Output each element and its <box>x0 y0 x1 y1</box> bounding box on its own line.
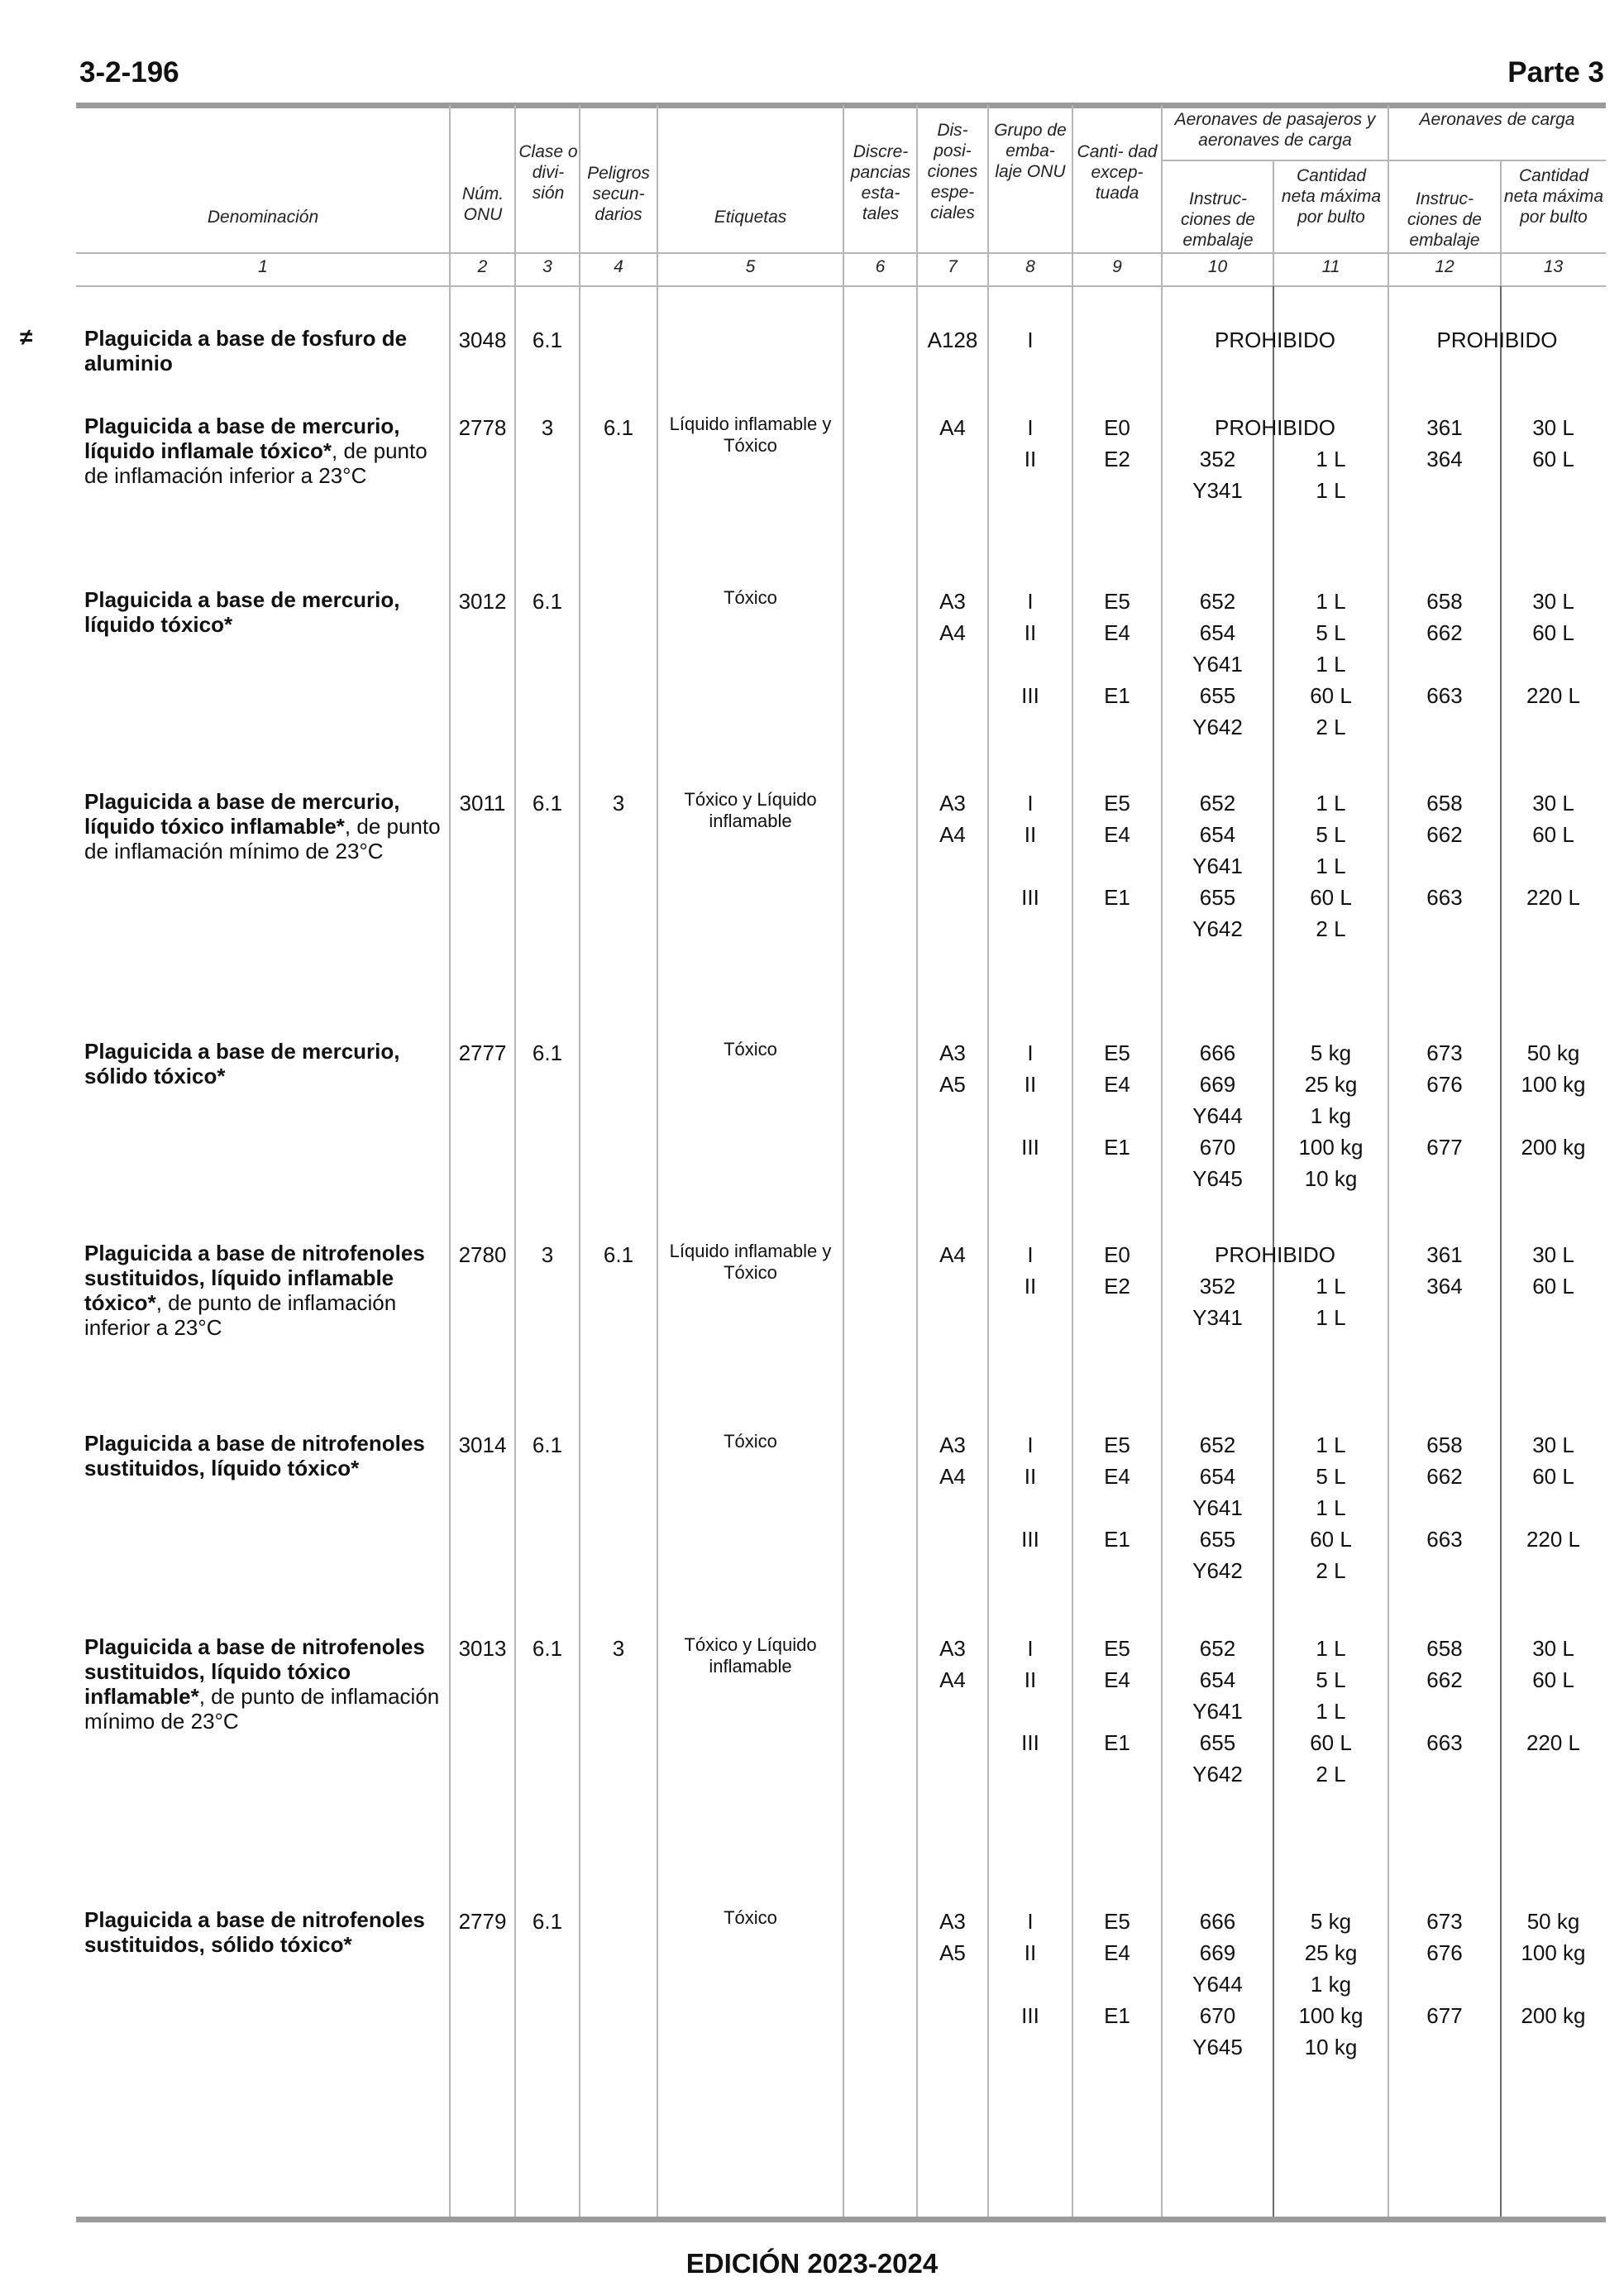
passenger-packing-instruction: 652 <box>1199 589 1236 614</box>
passenger-max-net-quantity: 1 L <box>1316 1274 1346 1299</box>
passenger-packing-instruction: Y641 <box>1192 1699 1243 1724</box>
header-clase: Clase o divi- sión <box>518 142 578 203</box>
header-peligros: Peligros secun- darios <box>587 164 650 224</box>
col-number: 13 <box>1543 257 1564 276</box>
passenger-packing-instruction: 670 <box>1199 1135 1236 1160</box>
col-number: 1 <box>258 257 268 276</box>
packing-group: II <box>1024 1072 1037 1097</box>
col-number: 9 <box>1112 257 1122 276</box>
substance-name-bold: Plaguicida a base de mercurio, líquido inflamale tóxico* <box>84 414 400 463</box>
special-provision: A128 <box>927 328 978 352</box>
cargo-max-net-quantity: 30 L <box>1532 589 1574 614</box>
header-cantidad-neta-pasajeros: Cantidad neta máxima por bulto <box>1281 166 1382 227</box>
col-number: 8 <box>1025 257 1035 276</box>
cargo-packing-instruction: 673 <box>1426 1040 1463 1065</box>
cargo-packing-instruction: 677 <box>1426 2003 1463 2028</box>
passenger-max-net-quantity: 10 kg <box>1304 2035 1358 2059</box>
passenger-max-net-quantity: 1 L <box>1316 791 1346 816</box>
cargo-packing-instruction: 676 <box>1426 1072 1463 1097</box>
passenger-packing-instruction: Y645 <box>1192 1166 1243 1191</box>
passenger-packing-instruction: 654 <box>1199 822 1236 847</box>
excepted-quantity: E5 <box>1104 1636 1130 1661</box>
col-number: 4 <box>614 257 623 276</box>
cargo-packing-instruction: 658 <box>1426 589 1463 614</box>
cargo-max-net-quantity: 50 kg <box>1526 1909 1580 1934</box>
un-number: 3012 <box>458 589 507 614</box>
passenger-max-net-quantity: 60 L <box>1310 1730 1352 1755</box>
cargo-max-net-quantity: 60 L <box>1532 1274 1574 1299</box>
passenger-max-net-quantity: 100 kg <box>1298 1135 1364 1160</box>
class-division: 6.1 <box>532 1040 563 1065</box>
cargo-max-net-quantity: 30 L <box>1532 1242 1574 1267</box>
hazard-labels: Tóxico y Líquido inflamable <box>684 1634 817 1677</box>
excepted-quantity: E5 <box>1104 791 1130 816</box>
special-provision: A5 <box>939 1940 966 1965</box>
header-discrepancias: Discre- pancias esta- tales <box>850 142 911 223</box>
un-number: 2779 <box>458 1909 507 1934</box>
substance-name <box>84 789 448 863</box>
cargo-packing-instruction: 663 <box>1426 683 1463 708</box>
excepted-quantity: E4 <box>1104 1667 1130 1692</box>
cargo-packing-instruction: 662 <box>1426 1667 1463 1692</box>
passenger-packing-instruction: Y644 <box>1192 1103 1243 1128</box>
cargo-max-net-quantity: 60 L <box>1532 822 1574 847</box>
passenger-max-net-quantity: 5 L <box>1316 1667 1346 1692</box>
packing-group: I <box>1027 1909 1034 1934</box>
subsidiary-hazard: 3 <box>612 1636 625 1661</box>
un-number: 3011 <box>459 791 506 816</box>
class-division: 3 <box>541 415 554 440</box>
cargo-max-net-quantity: 30 L <box>1532 791 1574 816</box>
class-division: 6.1 <box>532 1636 563 1661</box>
col-number: 11 <box>1321 257 1340 276</box>
excepted-quantity: E5 <box>1104 1909 1130 1934</box>
excepted-quantity: E4 <box>1104 1940 1130 1965</box>
header-disposiciones: Dis- posi- ciones espe- ciales <box>927 121 978 222</box>
passenger-packing-instruction: 652 <box>1199 1433 1236 1457</box>
hazard-labels: Tóxico <box>724 1431 777 1452</box>
passenger-max-net-quantity: 5 L <box>1316 620 1346 645</box>
cargo-packing-instruction: 677 <box>1426 1135 1463 1160</box>
passenger-packing-instruction: 670 <box>1199 2003 1236 2028</box>
substance-name-bold: Plaguicida a base de nitrofenoles sustituidos, líquido tóxico inflamable* <box>84 1634 425 1709</box>
passenger-packing-instruction: 652 <box>1199 1636 1236 1661</box>
substance-name-bold: Plaguicida a base de fosfuro de aluminio <box>84 326 408 375</box>
cargo-packing-instruction: 658 <box>1426 1433 1463 1457</box>
excepted-quantity: E4 <box>1104 822 1130 847</box>
packing-group: III <box>1021 2003 1039 2028</box>
excepted-quantity: E4 <box>1104 1464 1130 1489</box>
header-instrucciones-carga: Instruc- ciones de embalaje <box>1407 189 1482 250</box>
packing-group: II <box>1024 620 1037 645</box>
passenger-max-net-quantity: 60 L <box>1310 683 1352 708</box>
passenger-packing-instruction: 666 <box>1199 1909 1236 1934</box>
hazard-labels: Líquido inflamable y Tóxico <box>669 414 832 456</box>
cargo-max-net-quantity: 100 kg <box>1521 1072 1586 1097</box>
substance-name <box>84 1634 448 1734</box>
substance-name-rest: , de punto de inflamación mínimo de 23°C <box>84 814 441 863</box>
passenger-forbidden: PROHIBIDO <box>1215 415 1335 440</box>
col-number: 6 <box>875 257 886 276</box>
special-provision: A3 <box>939 791 966 816</box>
passenger-packing-instruction: Y641 <box>1192 652 1243 677</box>
excepted-quantity: E1 <box>1104 1730 1130 1755</box>
substance-name <box>84 587 448 637</box>
packing-group: II <box>1024 1667 1037 1692</box>
cargo-max-net-quantity: 200 kg <box>1521 2003 1586 2028</box>
hazard-labels: Tóxico <box>724 1907 777 1928</box>
passenger-packing-instruction: 669 <box>1199 1072 1236 1097</box>
col-number: 2 <box>477 257 488 276</box>
header-grupo: Grupo de emba- laje ONU <box>994 121 1067 181</box>
passenger-max-net-quantity: 1 L <box>1316 1495 1346 1520</box>
packing-group: I <box>1027 1636 1034 1661</box>
special-provision: A3 <box>939 1636 966 1661</box>
un-number: 2780 <box>458 1242 507 1267</box>
excepted-quantity: E5 <box>1104 1433 1130 1457</box>
cargo-max-net-quantity: 50 kg <box>1526 1040 1580 1065</box>
cargo-max-net-quantity: 220 L <box>1526 885 1581 910</box>
packing-group: II <box>1024 1274 1037 1299</box>
header-denominacion: Denominación <box>207 208 319 227</box>
special-provision: A4 <box>939 1242 966 1267</box>
passenger-max-net-quantity: 1 L <box>1316 1305 1346 1330</box>
passenger-packing-instruction: 352 <box>1199 1274 1236 1299</box>
packing-group: I <box>1027 328 1034 352</box>
un-number: 3048 <box>458 328 507 352</box>
passenger-max-net-quantity: 2 L <box>1316 1762 1346 1787</box>
packing-group: II <box>1024 1464 1037 1489</box>
passenger-packing-instruction: 655 <box>1199 885 1236 910</box>
cargo-packing-instruction: 663 <box>1426 885 1463 910</box>
special-provision: A4 <box>939 1667 966 1692</box>
cargo-max-net-quantity: 220 L <box>1526 1730 1581 1755</box>
header-carga: Aeronaves de carga <box>1419 110 1575 129</box>
packing-group: II <box>1024 822 1037 847</box>
passenger-max-net-quantity: 25 kg <box>1304 1072 1358 1097</box>
un-number: 2777 <box>458 1040 507 1065</box>
bottom-rule <box>76 2217 1606 2222</box>
change-mark: ≠ <box>20 324 33 350</box>
passenger-max-net-quantity: 1 L <box>1316 478 1346 503</box>
passenger-max-net-quantity: 1 L <box>1316 589 1346 614</box>
packing-group: I <box>1027 791 1034 816</box>
header-cantidad: Canti- dad excep- tuada <box>1077 142 1158 203</box>
cargo-packing-instruction: 673 <box>1426 1909 1463 1934</box>
passenger-max-net-quantity: 25 kg <box>1304 1940 1358 1965</box>
packing-group: I <box>1027 1040 1034 1065</box>
passenger-packing-instruction: Y642 <box>1192 715 1243 739</box>
passenger-packing-instruction: 655 <box>1199 1730 1236 1755</box>
passenger-packing-instruction: 652 <box>1199 791 1236 816</box>
substance-name-rest: , de punto de inflamación mínimo de 23°C <box>84 1684 440 1734</box>
passenger-packing-instruction: 654 <box>1199 1667 1236 1692</box>
passenger-packing-instruction: Y641 <box>1192 1495 1243 1520</box>
col-number: 10 <box>1207 257 1228 276</box>
passenger-packing-instruction: Y341 <box>1192 1305 1243 1330</box>
header-etiquetas: Etiquetas <box>714 208 787 227</box>
cargo-max-net-quantity: 60 L <box>1532 1667 1574 1692</box>
subsidiary-hazard: 6.1 <box>603 1242 634 1267</box>
special-provision: A3 <box>939 589 966 614</box>
packing-group: III <box>1021 683 1039 708</box>
substance-name-bold: Plaguicida a base de mercurio, sólido tóxico* <box>84 1039 400 1088</box>
cargo-forbidden: PROHIBIDO <box>1436 328 1558 352</box>
cargo-packing-instruction: 662 <box>1426 822 1463 847</box>
excepted-quantity: E0 <box>1104 1242 1130 1267</box>
special-provision: A3 <box>939 1909 966 1934</box>
cargo-packing-instruction: 658 <box>1426 791 1463 816</box>
substance-name-bold: Plaguicida a base de nitrofenoles sustituidos, líquido inflamable tóxico* <box>84 1241 425 1315</box>
cargo-packing-instruction: 361 <box>1426 415 1463 440</box>
header-pasajeros: Aeronaves de pasajeros y aeronaves de carga <box>1174 110 1376 150</box>
excepted-quantity: E5 <box>1104 1040 1130 1065</box>
col-number: 12 <box>1435 257 1454 276</box>
passenger-max-net-quantity: 5 kg <box>1310 1040 1352 1065</box>
header-num-onu: Núm. ONU <box>461 184 504 224</box>
passenger-max-net-quantity: 5 kg <box>1310 1909 1352 1934</box>
passenger-packing-instruction: Y644 <box>1192 1972 1243 1997</box>
excepted-quantity: E0 <box>1104 415 1130 440</box>
passenger-packing-instruction: Y341 <box>1192 478 1243 503</box>
cargo-max-net-quantity: 220 L <box>1526 683 1581 708</box>
excepted-quantity: E1 <box>1104 1527 1130 1552</box>
substance-name <box>84 326 448 375</box>
col-number: 5 <box>745 257 756 276</box>
passenger-max-net-quantity: 1 kg <box>1310 1103 1352 1128</box>
passenger-max-net-quantity: 1 L <box>1316 1636 1346 1661</box>
passenger-max-net-quantity: 1 L <box>1316 447 1346 471</box>
substance-name <box>84 1039 448 1088</box>
excepted-quantity: E1 <box>1104 2003 1130 2028</box>
passenger-packing-instruction: 666 <box>1199 1040 1236 1065</box>
substance-name-bold: Plaguicida a base de mercurio, líquido tóxico* <box>84 587 400 637</box>
substance-name <box>84 414 448 488</box>
excepted-quantity: E1 <box>1104 885 1130 910</box>
cargo-packing-instruction: 361 <box>1426 1242 1463 1267</box>
cargo-packing-instruction: 676 <box>1426 1940 1463 1965</box>
special-provision: A4 <box>939 415 966 440</box>
cargo-packing-instruction: 663 <box>1426 1527 1463 1552</box>
cargo-max-net-quantity: 60 L <box>1532 1464 1574 1489</box>
un-number: 3013 <box>458 1636 507 1661</box>
cargo-max-net-quantity: 60 L <box>1532 447 1574 471</box>
special-provision: A4 <box>939 822 966 847</box>
subsidiary-hazard: 3 <box>612 791 625 816</box>
cargo-max-net-quantity: 220 L <box>1526 1527 1581 1552</box>
cargo-packing-instruction: 662 <box>1426 1464 1463 1489</box>
packing-group: II <box>1024 447 1037 471</box>
class-division: 6.1 <box>532 328 563 352</box>
packing-group: III <box>1021 1730 1039 1755</box>
passenger-packing-instruction: Y642 <box>1192 1762 1243 1787</box>
packing-group: I <box>1027 589 1034 614</box>
col-number: 3 <box>542 257 552 276</box>
hazard-labels: Líquido inflamable y Tóxico <box>669 1241 832 1283</box>
passenger-max-net-quantity: 2 L <box>1316 916 1346 941</box>
passenger-packing-instruction: 352 <box>1199 447 1236 471</box>
footer-edition: EDICIÓN 2023-2024 <box>685 2248 939 2279</box>
passenger-max-net-quantity: 1 L <box>1316 1699 1346 1724</box>
passenger-packing-instruction: Y642 <box>1192 1558 1243 1583</box>
substance-name <box>84 1241 448 1340</box>
hazard-labels: Tóxico y Líquido inflamable <box>684 789 817 831</box>
passenger-max-net-quantity: 5 L <box>1316 822 1346 847</box>
class-division: 6.1 <box>532 1909 563 1934</box>
cargo-max-net-quantity: 100 kg <box>1521 1940 1586 1965</box>
class-division: 6.1 <box>532 791 563 816</box>
passenger-packing-instruction: Y641 <box>1192 854 1243 878</box>
packing-group: I <box>1027 415 1034 440</box>
packing-group: I <box>1027 1242 1034 1267</box>
packing-group: III <box>1021 1135 1039 1160</box>
hazard-labels: Tóxico <box>724 1039 777 1060</box>
header-instrucciones-pasajeros: Instruc- ciones de embalaje <box>1181 189 1255 250</box>
cargo-max-net-quantity: 30 L <box>1532 1433 1574 1457</box>
cargo-packing-instruction: 364 <box>1426 447 1463 471</box>
class-division: 6.1 <box>532 589 563 614</box>
packing-group: II <box>1024 1940 1037 1965</box>
passenger-packing-instruction: Y642 <box>1192 916 1243 941</box>
col-number: 7 <box>948 257 958 276</box>
excepted-quantity: E1 <box>1104 1135 1130 1160</box>
excepted-quantity: E4 <box>1104 1072 1130 1097</box>
cargo-packing-instruction: 658 <box>1426 1636 1463 1661</box>
excepted-quantity: E1 <box>1104 683 1130 708</box>
passenger-forbidden: PROHIBIDO <box>1215 1242 1335 1267</box>
passenger-max-net-quantity: 1 L <box>1316 652 1346 677</box>
packing-group: III <box>1021 885 1039 910</box>
special-provision: A4 <box>939 620 966 645</box>
substance-name-rest: , de punto de inflamación inferior a 23°C <box>84 1290 397 1340</box>
passenger-forbidden: PROHIBIDO <box>1215 328 1335 352</box>
passenger-max-net-quantity: 60 L <box>1310 885 1352 910</box>
passenger-max-net-quantity: 100 kg <box>1298 2003 1364 2028</box>
un-number: 2778 <box>458 415 507 440</box>
packing-group: I <box>1027 1433 1034 1457</box>
class-division: 3 <box>541 1242 554 1267</box>
class-division: 6.1 <box>532 1433 563 1457</box>
passenger-max-net-quantity: 60 L <box>1310 1527 1352 1552</box>
passenger-packing-instruction: 654 <box>1199 620 1236 645</box>
passenger-packing-instruction: Y645 <box>1192 2035 1243 2059</box>
subsidiary-hazard: 6.1 <box>603 415 634 440</box>
header-cantidad-neta-carga: Cantidad neta máxima por bulto <box>1503 166 1604 227</box>
packing-group: III <box>1021 1527 1039 1552</box>
passenger-max-net-quantity: 10 kg <box>1304 1166 1358 1191</box>
passenger-max-net-quantity: 1 L <box>1316 854 1346 878</box>
cargo-packing-instruction: 663 <box>1426 1730 1463 1755</box>
passenger-max-net-quantity: 5 L <box>1316 1464 1346 1489</box>
passenger-max-net-quantity: 2 L <box>1316 1558 1346 1583</box>
excepted-quantity: E4 <box>1104 620 1130 645</box>
substance-name <box>84 1431 448 1480</box>
excepted-quantity: E5 <box>1104 589 1130 614</box>
cargo-max-net-quantity: 30 L <box>1532 1636 1574 1661</box>
substance-name-bold: Plaguicida a base de mercurio, líquido tóxico inflamable* <box>84 789 400 839</box>
hazard-labels: Tóxico <box>724 587 777 608</box>
passenger-max-net-quantity: 2 L <box>1316 715 1346 739</box>
passenger-packing-instruction: 655 <box>1199 1527 1236 1552</box>
special-provision: A3 <box>939 1040 966 1065</box>
special-provision: A3 <box>939 1433 966 1457</box>
part-title: Parte 3 <box>1507 56 1604 88</box>
cargo-packing-instruction: 662 <box>1426 620 1463 645</box>
passenger-packing-instruction: 655 <box>1199 683 1236 708</box>
passenger-packing-instruction: 654 <box>1199 1464 1236 1489</box>
passenger-packing-instruction: 669 <box>1199 1940 1236 1965</box>
passenger-max-net-quantity: 1 kg <box>1310 1972 1352 1997</box>
special-provision: A5 <box>939 1072 966 1097</box>
substance-name-rest: , de punto de inflamación inferior a 23°C <box>84 438 427 488</box>
substance-name-bold: Plaguicida a base de nitrofenoles sustituidos, líquido tóxico* <box>84 1431 425 1480</box>
page-number: 3-2-196 <box>79 56 179 88</box>
special-provision: A4 <box>939 1464 966 1489</box>
cargo-max-net-quantity: 200 kg <box>1521 1135 1586 1160</box>
excepted-quantity: E2 <box>1104 447 1130 471</box>
substance-name <box>84 1907 448 1957</box>
passenger-max-net-quantity: 1 L <box>1316 1433 1346 1457</box>
cargo-max-net-quantity: 60 L <box>1532 620 1574 645</box>
cargo-packing-instruction: 364 <box>1426 1274 1463 1299</box>
excepted-quantity: E2 <box>1104 1274 1130 1299</box>
cargo-max-net-quantity: 30 L <box>1532 415 1574 440</box>
un-number: 3014 <box>458 1433 507 1457</box>
substance-name-bold: Plaguicida a base de nitrofenoles sustituidos, sólido tóxico* <box>84 1907 425 1957</box>
